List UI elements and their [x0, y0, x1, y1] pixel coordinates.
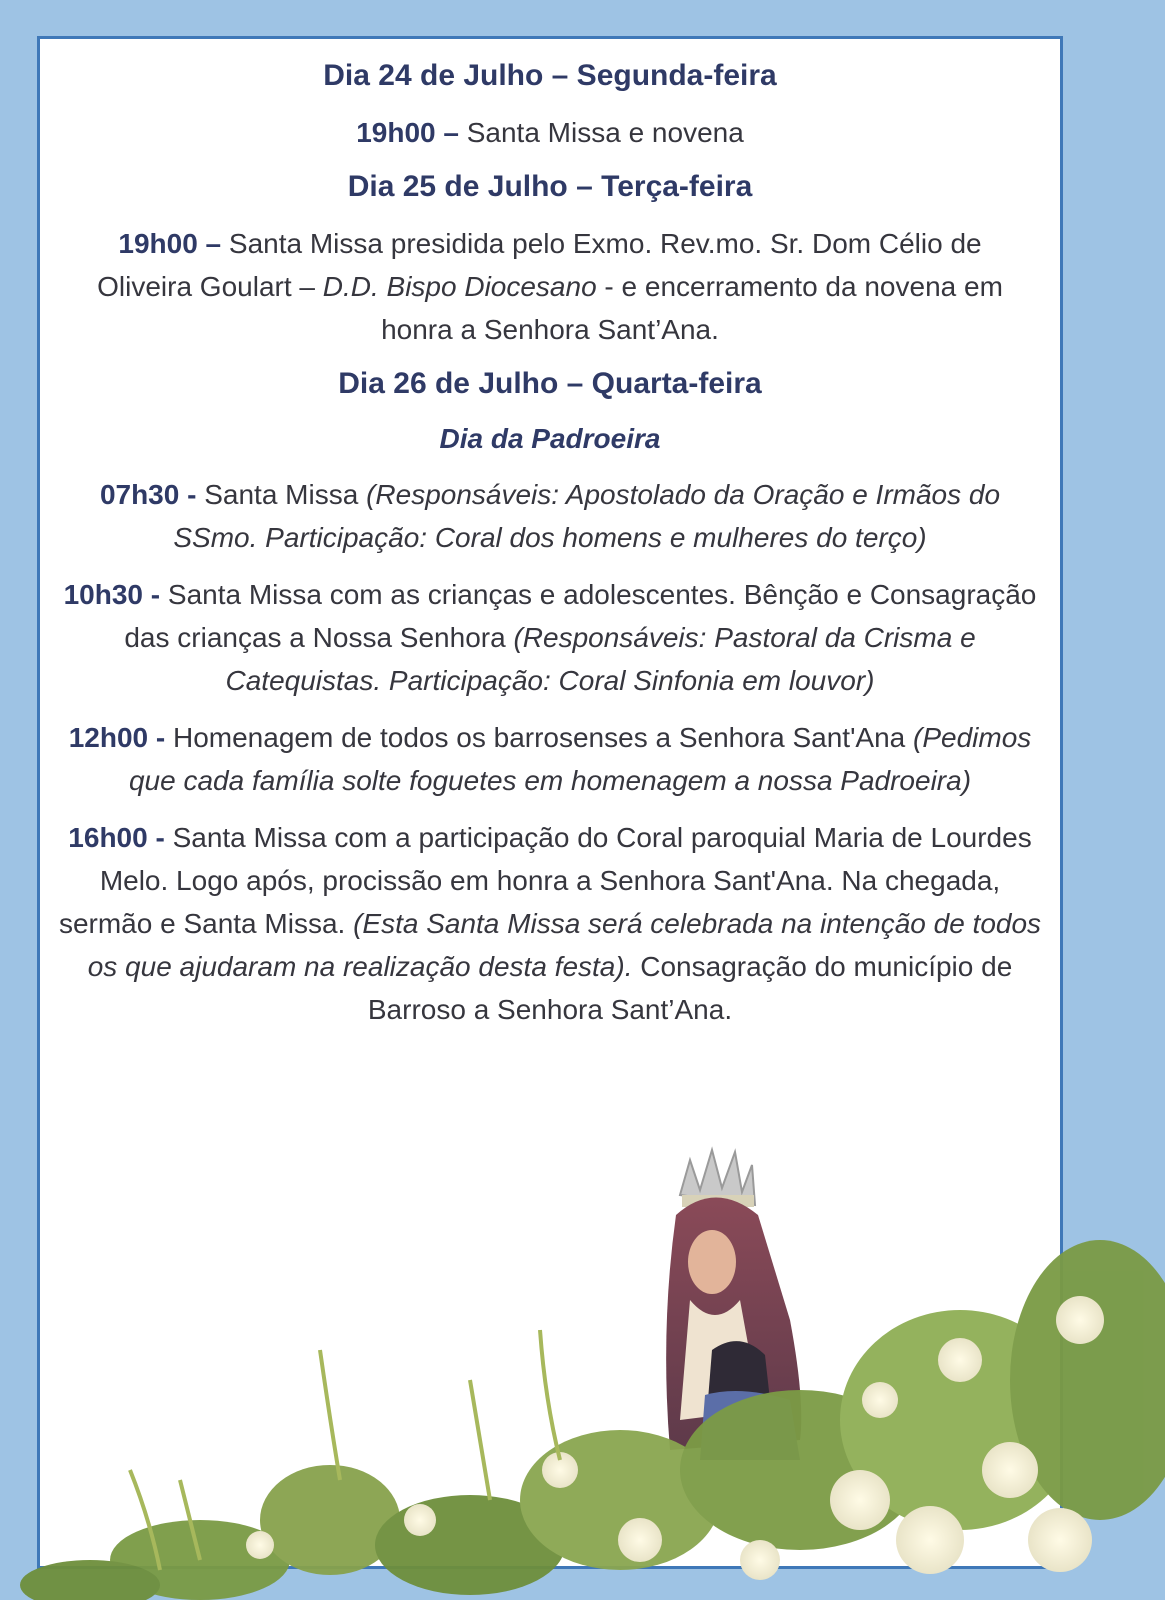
- entry-text: Santa Missa com a participação do Coral paroquial Maria de Lourdes Melo. Logo após, procissão em honra a Senhora Sant'Ana. Na chegada, sermão e Santa Missa.: [58, 822, 1032, 939]
- day-subtitle: Dia da Padroeira: [439, 423, 661, 454]
- entry-italic: (Responsáveis: Pastoral da Crisma e Catequistas. Participação: Coral Sinfonia em louvor): [225, 622, 976, 696]
- schedule-panel: [37, 36, 1063, 1569]
- entry-time: 07h30 -: [99, 479, 197, 510]
- entry-text: Santa Missa e novena: [458, 117, 744, 148]
- schedule-entry: [58, 716, 1042, 802]
- schedule-entry: [58, 111, 1042, 154]
- entry-time: 16h00 -: [68, 822, 165, 853]
- entry-time: 19h00 –: [118, 228, 222, 259]
- entry-italic: D.D. Bispo Diocesano: [322, 271, 597, 302]
- entry-time: 10h30 -: [63, 579, 161, 610]
- schedule-entry: [58, 573, 1042, 702]
- day-heading: Dia 25 de Julho – Terça-feira: [347, 170, 753, 203]
- schedule-entry: [58, 473, 1042, 559]
- entry-italic: (Esta Santa Missa será celebrada na intenção de todos os que ajudaram na realização desta festa).: [87, 908, 1042, 982]
- entry-italic: (Pedimos que cada família solte foguetes em homenagem a nossa Padroeira): [128, 722, 1032, 796]
- schedule-content: [40, 57, 1060, 1045]
- entry-text: Homenagem de todos os barrosenses a Senhora Sant'Ana: [165, 722, 914, 753]
- entry-text-tail: - e encerramento da novena em honra a Senhora Sant’Ana.: [381, 271, 1003, 345]
- entry-italic: (Responsáveis: Apostolado da Oração e Irmãos do SSmo. Participação: Coral dos homens e mulheres do terço): [173, 479, 1001, 553]
- entry-text: Santa Missa presidida pelo Exmo. Rev.mo. Sr. Dom Célio de Oliveira Goulart –: [97, 228, 982, 302]
- entry-text-tail: Consagração do município de Barroso a Senhora Sant’Ana.: [367, 951, 1013, 1025]
- day-heading: Dia 26 de Julho – Quarta-feira: [338, 367, 762, 400]
- entry-text: Santa Missa com as crianças e adolescentes. Bênção e Consagração das crianças a Nossa Senhora: [124, 579, 1037, 653]
- day-heading: Dia 24 de Julho – Segunda-feira: [323, 59, 777, 92]
- schedule-entry: [80, 222, 1020, 351]
- entry-time: 12h00 -: [68, 722, 166, 753]
- schedule-entry: [58, 816, 1042, 1031]
- entry-text: Santa Missa: [196, 479, 367, 510]
- entry-time: 19h00 –: [356, 117, 459, 148]
